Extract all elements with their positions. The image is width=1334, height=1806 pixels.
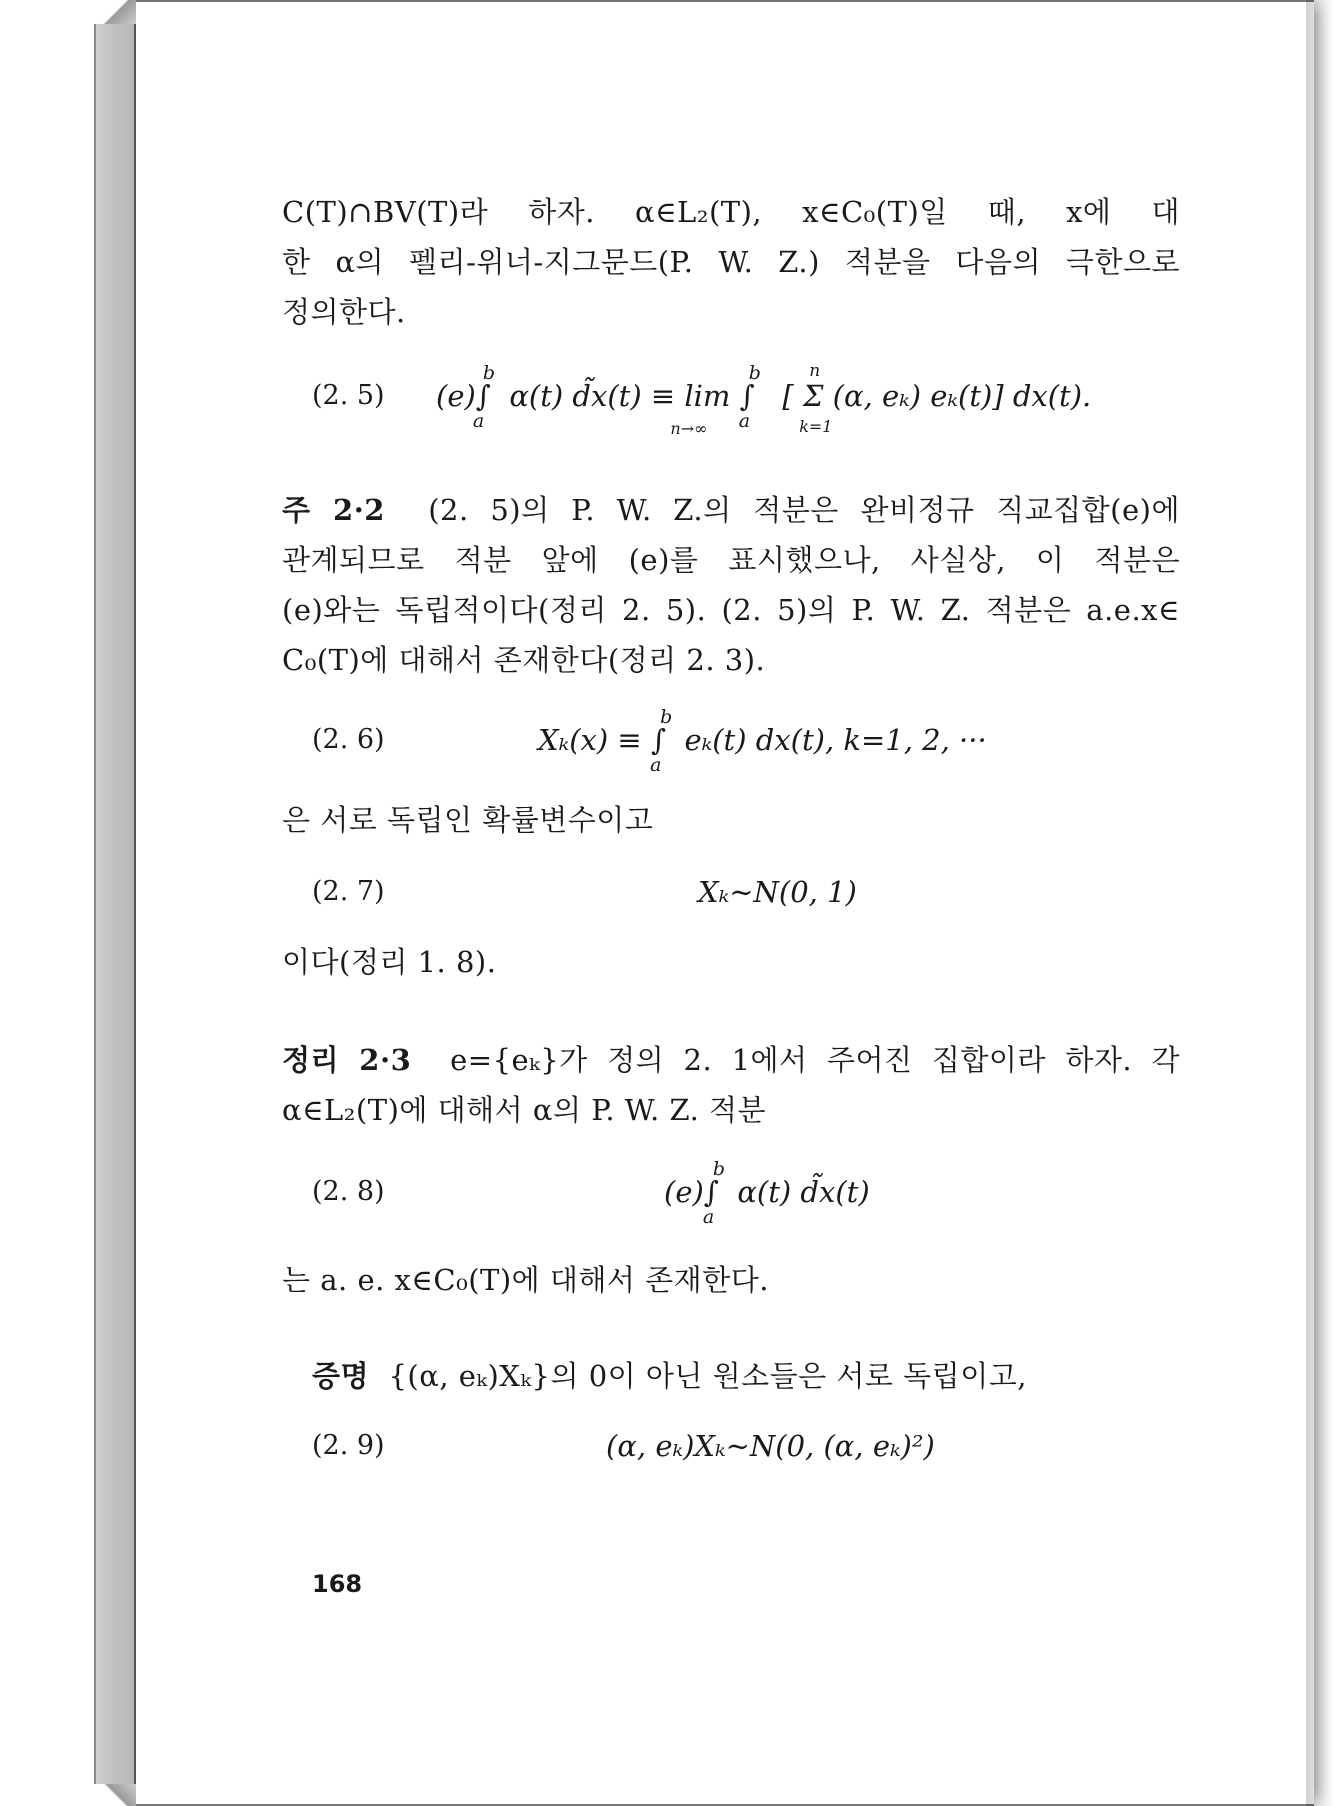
eq25-rhs-lower: a <box>738 410 751 432</box>
book-spine-top-edge <box>94 0 138 24</box>
equation-2-7-number: (2. 7) <box>312 876 385 907</box>
eq26-upper-limit: b <box>660 706 673 728</box>
equation-2-7: Xₖ∼N(0, 1) <box>698 875 857 909</box>
equation-2-8-number: (2. 8) <box>312 1176 385 1207</box>
equation-2-9: (α, eₖ)Xₖ∼N(0, (α, eₖ)²) <box>606 1429 935 1463</box>
text-after-eq-2-8: 는 a. e. x∈C₀(T)에 대해서 존재한다. <box>282 1263 769 1297</box>
note-2-2-line4: C₀(T)에 대해서 존재한다(정리 2. 3). <box>282 643 766 677</box>
text-after-eq-2-6: 은 서로 독립인 확률변수이고 <box>282 803 654 837</box>
note-2-2-text1: (2. 5)의 P. W. Z.의 적분은 완비정규 직교집합(e)에 <box>428 493 1180 527</box>
eq26-rest: eₖ(t) dx(t), k=1, 2, ··· <box>684 723 987 757</box>
paragraph1-line2: 한 α의 펠리-위너-지그문드(P. W. Z.) 적분을 다음의 극한으로 <box>282 245 1180 279</box>
eq25-sum-bottom: k=1 <box>799 417 833 436</box>
eq25-rhs-upper: b <box>748 362 761 384</box>
eq28-lower-limit: a <box>702 1206 715 1228</box>
note-2-2-line1 <box>282 490 1180 530</box>
text-after-eq-2-7: 이다(정리 1. 8). <box>282 945 497 979</box>
eq25-sum-top: n <box>809 361 821 381</box>
eq25-lhs: (e)∫ <box>436 379 491 413</box>
eq28-upper-limit: b <box>712 1158 726 1180</box>
eq25-lhs-rest: α(t) d̃x(t) ≡ lim <box>509 379 731 413</box>
book-spine <box>94 0 136 1806</box>
book-spine-bottom-edge <box>94 1784 138 1806</box>
eq25-upper-limit: b <box>482 362 496 384</box>
paragraph1-line1: C(T)∩BV(T)라 하자. α∈L₂(T), x∈C₀(T)일 때, x에 대 <box>282 195 1180 229</box>
eq25-lower-limit: a <box>472 410 485 432</box>
equation-2-9-number: (2. 9) <box>312 1430 385 1461</box>
eq28-rest: α(t) d̃x(t) <box>737 1175 870 1209</box>
eq25-rhs-integral: ∫ <box>739 379 755 413</box>
note-2-2-label: 주 2·2 <box>282 493 385 527</box>
equation-2-5-number: (2. 5) <box>312 380 385 411</box>
page-edge-shadow <box>1306 0 1334 1806</box>
equation-2-6 <box>538 706 987 776</box>
proof-label: 증명 <box>312 1359 370 1393</box>
eq28-lhs: (e)∫ <box>664 1175 719 1209</box>
eq26-lower-limit: a <box>650 754 662 776</box>
equation-2-6-number: (2. 6) <box>312 724 385 755</box>
equation-2-5 <box>436 361 1092 438</box>
proof-line1 <box>312 1356 1027 1396</box>
page-number: 168 <box>312 1570 363 1598</box>
equation-2-8 <box>664 1158 870 1228</box>
eq25-lim-subscript: n→∞ <box>670 419 708 438</box>
theorem-2-3-label: 정리 2·3 <box>282 1043 412 1077</box>
eq25-rhs-rest: [ Σ (α, eₖ) eₖ(t)] dx(t). <box>782 379 1092 413</box>
paragraph1-line3: 정의한다. <box>282 295 406 329</box>
note-2-2-line3: (e)와는 독립적이다(정리 2. 5). (2. 5)의 P. W. Z. 적분은 a.e.x∈ <box>282 593 1180 627</box>
theorem-2-3-line2: α∈L₂(T)에 대해서 α의 P. W. Z. 적분 <box>282 1093 767 1127</box>
note-2-2-line2: 관계되므로 적분 앞에 (e)를 표시했으나, 사실상, 이 적분은 <box>282 543 1180 577</box>
theorem-2-3-line1 <box>282 1040 1180 1080</box>
proof-text1: {(α, eₖ)Xₖ}의 0이 아닌 원소들은 서로 독립이고, <box>388 1359 1027 1393</box>
eq26-lhs: Xₖ(x) ≡ ∫ <box>538 723 667 757</box>
theorem-2-3-text1: e={eₖ}가 정의 2. 1에서 주어진 집합이라 하자. 각 <box>450 1043 1180 1077</box>
